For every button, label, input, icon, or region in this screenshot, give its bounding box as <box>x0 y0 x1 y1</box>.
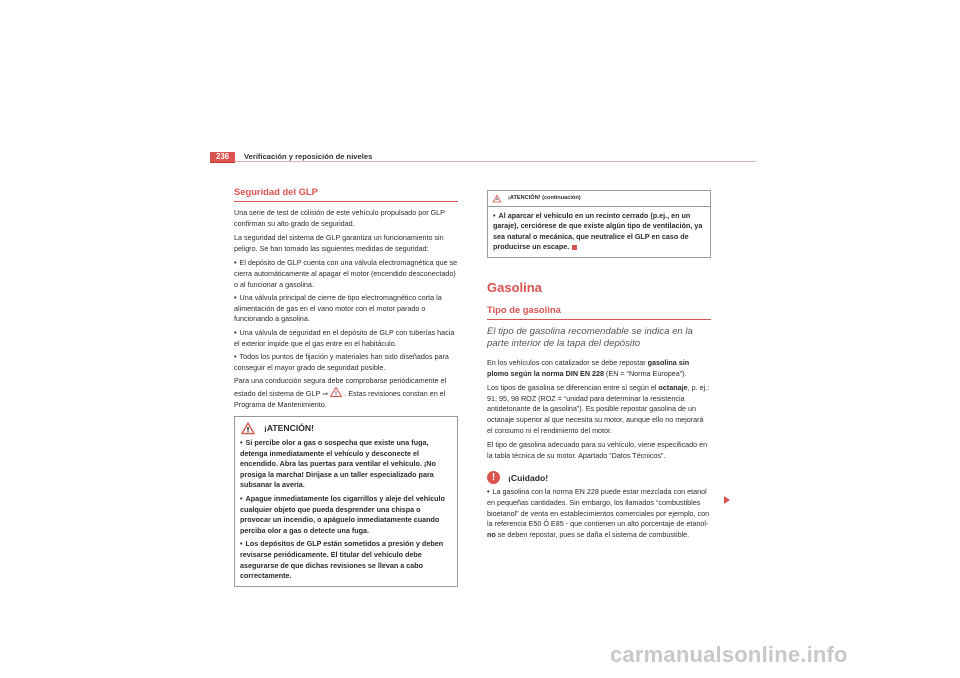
section-title: Verificación y reposición de niveles <box>244 152 373 161</box>
warning-item: • Los depósitos de GLP están sometidos a presión y deben revisarse periódicamente. El titular del vehículo debe asegurarse de que dichas revisiones se llevan a cabo correctamente. <box>240 539 444 581</box>
end-section-icon <box>572 245 577 250</box>
bullet-item: • Una válvula de seguridad en el depósito de GLP con tuberías hacia el exterior impide que el gas entre en el habitáculo. <box>234 327 455 348</box>
warning-triangle-icon <box>240 421 256 435</box>
warning-header <box>240 421 452 435</box>
bullet-item: • El depósito de GLP cuenta con una válvula electromagnética que se cierra automáticamente al apagar el motor (encendido desconectado) o al funcionar a gasolina. <box>234 258 458 289</box>
watermark: carmanualsonline.info <box>610 642 848 667</box>
paragraph-revision: Para una conducción segura debe comprobarse periódicamente el estado del sistema de GLP ⇒ ! . Estas revisiones constan en el Programa de Mantenimiento. <box>234 376 447 409</box>
bullet-icon: • <box>240 539 243 549</box>
warning-item: • Al aparcar el vehículo en un recinto cerrado (p.ej., en un garaje), cerciórese de que existe algún tipo de ventilación, ya sea natural o mecánica, que neutralice el GLP en caso de producirse un escape. <box>493 210 703 252</box>
right-column <box>487 190 711 543</box>
heading-tipo-gasolina: Tipo de gasolina <box>487 304 711 320</box>
warning-title: ¡ATENCIÓN! <box>264 422 314 433</box>
bullet-item: • Todos los puntos de fijación y materiales han sido diseñados para conseguir el mayor grado de seguridad posible. <box>234 352 449 372</box>
bullet-icon: • <box>493 210 496 220</box>
paragraph: Los tipos de gasolina se diferencian entre sí según el octanaje, p. ej.: 91, 95, 98 ROZ (ROZ = “unidad para determinar la resistencia antidetonante de la gasolina”). Es posible repostar gasolina de un octanaje superior al que necesita su motor, aunque ello no mejorará el consumo ni el rendimiento del motor. <box>487 383 710 435</box>
bullet-icon: • <box>240 494 243 504</box>
warning-continuation-header <box>488 191 710 207</box>
bullet-icon: • <box>240 438 243 448</box>
warning-box <box>234 416 458 587</box>
warning-item: • Apague inmediatamente los cigarrillos y aleje del vehículo cualquier objeto que pueda desprender una chispa o provocar un incendio, o apáguelo inmediatamente cuando perciba olor a gas o detecte una fuga. <box>240 494 445 535</box>
bullet-icon: • <box>234 327 237 337</box>
page-header <box>210 152 756 162</box>
paragraph: La seguridad del sistema de GLP garantiza un funcionamiento sin peligro. Se han tomado las siguientes medidas de seguridad: <box>234 233 444 253</box>
heading-seguridad-glp: Seguridad del GLP <box>234 186 458 202</box>
warning-triangle-icon <box>492 194 502 203</box>
bullet-icon: • <box>234 352 237 362</box>
left-column <box>234 186 458 587</box>
warning-continuation-box <box>487 190 711 258</box>
bullet-item: • Una válvula principal de cierre de tipo electromagnético corta la alimentación de gas en el vano motor con el motor parado o funcionando a gasolina. <box>234 293 442 324</box>
caution-item: • La gasolina con la norma EN 228 puede estar mezclada con etanol en pequeñas cantidades. Sin embargo, los llamados “combustibles bioetanol” de venta en establecimientos comerciales por ejemplo, con la referencia E50 Ó E85 - que contienen un alto porcentaje de etanol- no se deben repostar, pues se daña el sistema de combustible. <box>487 487 710 539</box>
caution-header <box>487 471 711 484</box>
bullet-icon: • <box>487 487 490 497</box>
bullet-icon: • <box>234 258 237 268</box>
heading-gasolina: Gasolina <box>487 279 542 295</box>
warning-ref-icon[interactable] <box>330 387 342 397</box>
next-page-arrow-icon[interactable] <box>724 496 730 504</box>
svg-text:!: ! <box>335 391 338 397</box>
paragraph: En los vehículos con catalizador se debe repostar gasolina sin plomo según la norma DIN EN 228 (EN = “Norma Europea”). <box>487 357 690 378</box>
page-number: 236 <box>210 152 235 163</box>
paragraph: El tipo de gasolina adecuado para su vehículo, viene especificado en la tabla técnica de su motor. Apartado “Datos Técnicos”. <box>487 440 708 460</box>
warning-item: • Si percibe olor a gas o sospecha que existe una fuga, detenga inmediatamente el vehículo y desconecte el encendido. Abra las puertas para ventilar el vehículo. ¡No prosiga la marcha! Diríjase a un taller especializado para subsanar la avería. <box>240 438 436 490</box>
header-rule <box>235 161 756 162</box>
caution-icon: ! <box>487 471 500 484</box>
warning-continuation-title: ¡ATENCIÓN! (continuación) <box>508 195 581 201</box>
bullet-icon: • <box>234 293 237 303</box>
intro-italic: El tipo de gasolina recomendable se indica en la parte interior de la tapa del depósito <box>487 325 693 349</box>
caution-title: ¡Cuidado! <box>508 472 549 483</box>
paragraph: Una serie de test de colisión de este vehículo propulsado por GLP confirman su alto grado de seguridad. <box>234 208 445 228</box>
